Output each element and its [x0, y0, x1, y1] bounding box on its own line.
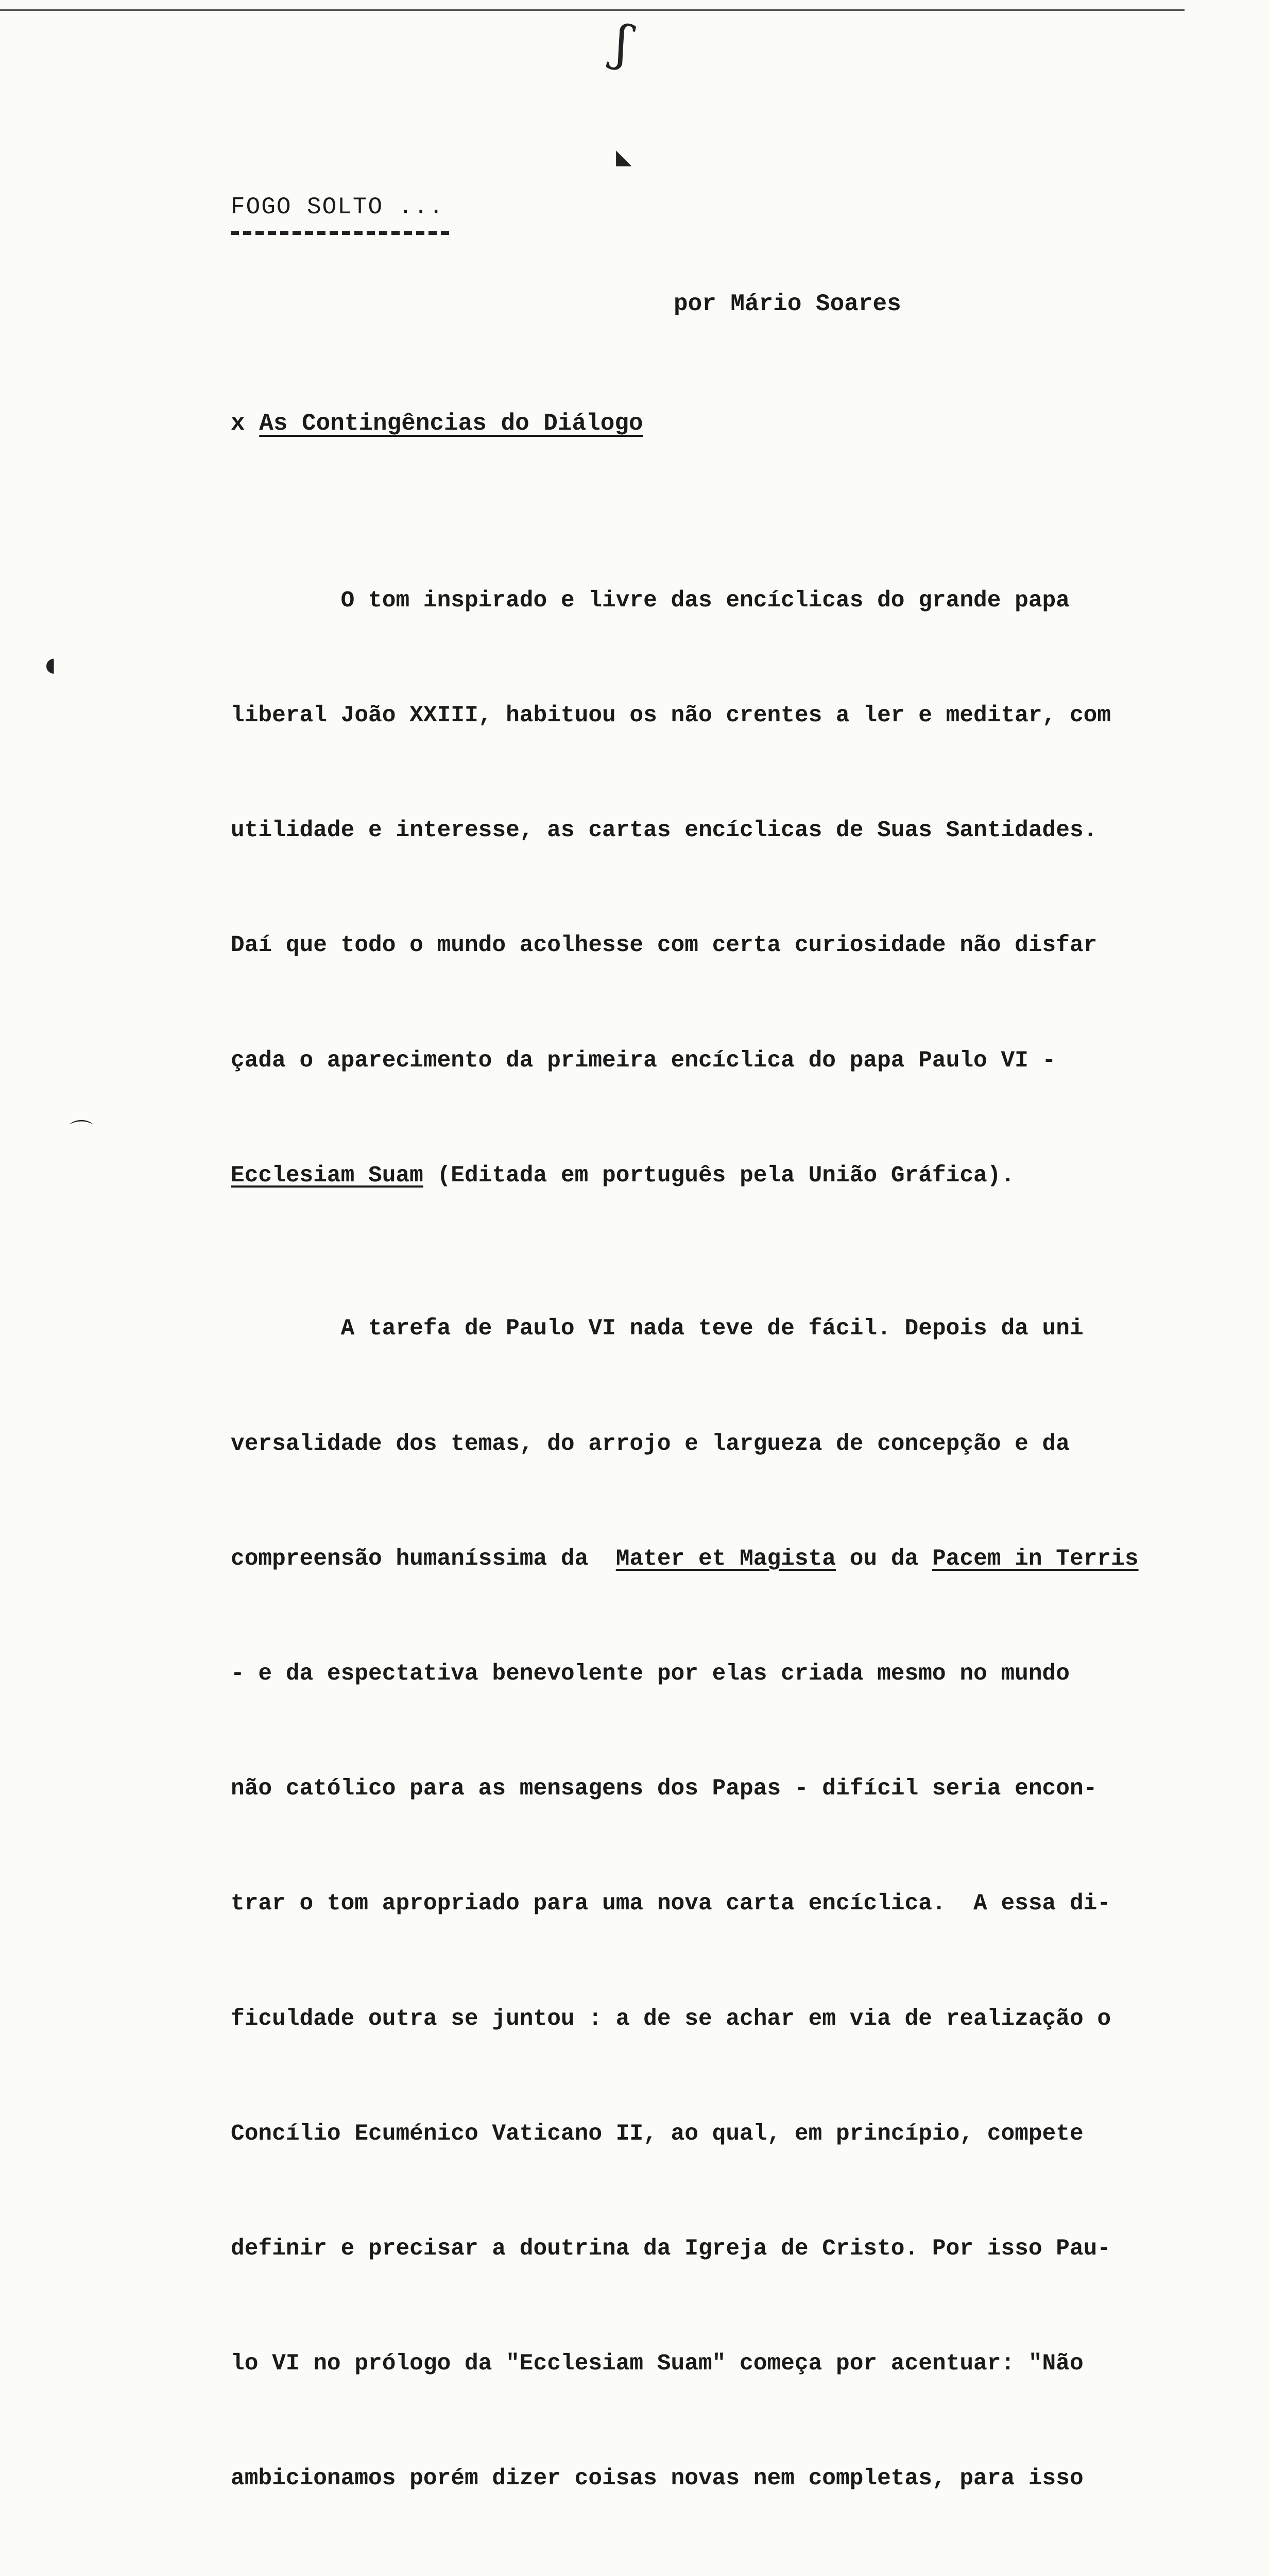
- section-heading-text: As Contingências do Diálogo: [259, 410, 643, 437]
- section-heading: [231, 408, 643, 439]
- text-line: [231, 2575, 1261, 2576]
- text-line: - e da espectativa benevolente por elas criada mesmo no mundo: [231, 1661, 1070, 1687]
- author-line: por Mário Soares: [674, 291, 901, 317]
- ink-blot-icon: ◣: [616, 145, 632, 169]
- text-line: çada o aparecimento da primeira encíclica do papa Paulo VI -: [231, 1047, 1056, 1074]
- text-line: lo VI no prólogo da "Ecclesiam Suam" começa por acentuar: "Não: [231, 2351, 1084, 2377]
- section-marker: x: [231, 410, 245, 437]
- text-fragment: (Editada em português pela União Gráfica).: [423, 1162, 1015, 1189]
- text-line: Concílio Ecuménico Vaticano II, ao qual, em princípio, compete: [231, 2121, 1084, 2147]
- text-fragment: ou da: [836, 1546, 932, 1572]
- encyclical-title: Ecclesiam Suam: [231, 1162, 423, 1189]
- text-line: O tom inspirado e livre das encíclicas do grande papa: [231, 587, 1070, 614]
- top-border-line: [0, 9, 1185, 11]
- text-line: definir e precisar a doutrina da Igreja de Cristo. Por isso Pau-: [231, 2236, 1111, 2262]
- encyclical-title: Pacem in Terris: [932, 1546, 1139, 1572]
- text-fragment: compreensão humaníssima da: [231, 1546, 616, 1572]
- text-line: não católico para as mensagens dos Papas - difícil seria encon-: [231, 1776, 1097, 1802]
- text-line: [231, 1157, 1261, 1195]
- handwritten-stroke-icon: ʃ: [610, 13, 636, 73]
- encyclical-title: Mater et Magista: [615, 1546, 836, 1572]
- text-line: ficuldade outra se juntou : a de se achar em via de realização o: [231, 2006, 1111, 2032]
- body-text: [231, 505, 1261, 2576]
- text-line: trar o tom apropriado para uma nova carta encíclica. A essa di-: [231, 1891, 1111, 1917]
- title-underline: [231, 231, 449, 235]
- margin-mark-icon: ◖: [45, 653, 56, 676]
- text-line: Daí que todo o mundo acolhesse com certa curiosidade não disfar: [231, 933, 1097, 959]
- margin-arc-icon: ⌒: [70, 1118, 93, 1145]
- text-line: versalidade dos temas, do arrojo e largueza de concepção e da: [231, 1431, 1070, 1457]
- text-line: ambicionamos porém dizer coisas novas nem completas, para isso: [231, 2466, 1084, 2492]
- text-line: liberal João XXIII, habituou os não crentes a ler e meditar, com: [231, 703, 1111, 729]
- document-title: FOGO SOLTO ...: [231, 194, 444, 221]
- text-line: [231, 1540, 1261, 1578]
- text-line: A tarefa de Paulo VI nada teve de fácil. Depois da uni: [231, 1316, 1084, 1342]
- text-line: utilidade e interesse, as cartas encíclicas de Suas Santidades.: [231, 818, 1097, 844]
